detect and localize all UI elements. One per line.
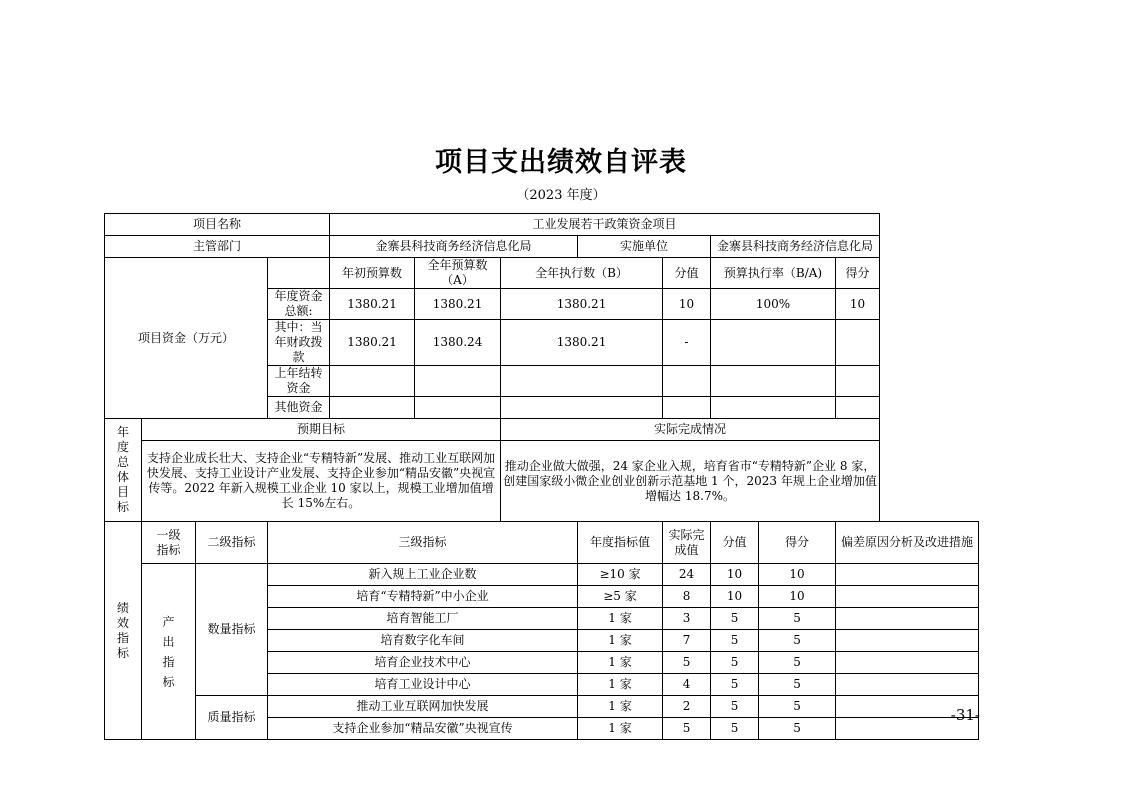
page-subtitle: （2023 年度）	[516, 188, 606, 203]
indicator-actual: 5	[663, 718, 711, 740]
indicator-score: 5	[759, 630, 836, 652]
indicator-score: 10	[759, 586, 836, 608]
impl-label: 实施单位	[578, 236, 711, 258]
evaluation-table	[104, 213, 979, 740]
indicators-header-row	[105, 522, 979, 564]
indicator-name: 培育工业设计中心	[268, 674, 578, 696]
indicator-weight: 5	[711, 718, 759, 740]
indicator-weight: 5	[711, 674, 759, 696]
indicator-weight: 5	[711, 652, 759, 674]
indicator-reason	[836, 652, 979, 674]
level2-quantity: 数量指标	[196, 564, 268, 696]
indicator-actual: 2	[663, 696, 711, 718]
indicators-label-text: 绩效指标	[116, 600, 129, 660]
funds-row-label: 年度资金总额:	[268, 289, 330, 320]
score-header: 得分	[759, 522, 836, 564]
funds-header-rate: 预算执行率（B/A)	[711, 258, 836, 289]
funds-row-init	[330, 397, 415, 419]
dept-value: 金寨县科技商务经济信息化局	[330, 236, 578, 258]
target-header: 年度指标值	[578, 522, 663, 564]
project-name-row	[105, 214, 979, 236]
level1-cell	[142, 564, 196, 740]
funds-label: 项目资金（万元）	[105, 258, 268, 419]
page-number: -31-	[950, 706, 980, 724]
indicator-reason	[836, 564, 979, 586]
level2-quality: 质量指标	[196, 696, 268, 740]
indicator-row	[105, 696, 979, 718]
indicator-actual: 5	[663, 652, 711, 674]
impl-value: 金寨县科技商务经济信息化局	[711, 236, 880, 258]
funds-header-init: 年初预算数	[330, 258, 415, 289]
level2-header: 二级指标	[196, 522, 268, 564]
funds-row-score	[836, 397, 880, 419]
funds-header-weight: 分值	[663, 258, 711, 289]
funds-row-full	[415, 397, 501, 419]
funds-row-score	[836, 320, 880, 366]
indicator-target: ≥10 家	[578, 564, 663, 586]
funds-row-full: 1380.24	[415, 320, 501, 366]
level1-text: 产出指标	[162, 614, 175, 689]
funds-row-exec: 1380.21	[501, 289, 663, 320]
funds-row-exec	[501, 397, 663, 419]
indicator-reason	[836, 586, 979, 608]
indicator-score: 5	[759, 718, 836, 740]
indicator-target: 1 家	[578, 696, 663, 718]
indicator-weight: 5	[711, 696, 759, 718]
funds-row-exec	[501, 366, 663, 397]
page-title: 项目支出绩效自评表	[435, 147, 687, 178]
funds-row-init	[330, 366, 415, 397]
funds-row-score	[836, 366, 880, 397]
funds-row-init: 1380.21	[330, 289, 415, 320]
indicator-weight: 5	[711, 608, 759, 630]
goals-label-text: 年度总体目标	[116, 425, 129, 514]
actual-goal-text: 推动企业做大做强，24 家企业入规，培育省市“专精特新”企业 8 家，创建国家级小微企业创业创新示范基地 1 个，2023 年规上企业增加值增幅达 18.7%。	[501, 441, 880, 522]
indicator-name: 培育数字化车间	[268, 630, 578, 652]
funds-row-init: 1380.21	[330, 320, 415, 366]
funds-row-rate	[711, 366, 836, 397]
indicator-score: 5	[759, 696, 836, 718]
indicator-reason	[836, 608, 979, 630]
goals-label	[105, 419, 142, 522]
indicator-name: 支持企业参加“精品安徽”央视宣传	[268, 718, 578, 740]
indicator-score: 5	[759, 652, 836, 674]
goals-header-row	[105, 419, 979, 441]
funds-row-rate: 100%	[711, 289, 836, 320]
funds-row-label: 上年结转资金	[268, 366, 330, 397]
level1-header-text: 一级指标	[156, 527, 181, 557]
indicator-actual: 4	[663, 674, 711, 696]
indicator-target: 1 家	[578, 652, 663, 674]
funds-row-weight	[663, 397, 711, 419]
expected-goal-label: 预期目标	[142, 419, 501, 441]
actual-header: 实际完成值	[663, 522, 711, 564]
funds-row-full: 1380.21	[415, 289, 501, 320]
indicator-name: 培育企业技术中心	[268, 652, 578, 674]
funds-header-exec: 全年执行数（B）	[501, 258, 663, 289]
indicator-target: 1 家	[578, 630, 663, 652]
funds-header-row	[105, 258, 979, 289]
weight-header: 分值	[711, 522, 759, 564]
goals-content-row	[105, 441, 979, 522]
indicator-score: 5	[759, 608, 836, 630]
indicator-weight: 10	[711, 564, 759, 586]
indicator-reason	[836, 630, 979, 652]
indicators-label	[105, 522, 142, 740]
expected-goal-text: 支持企业成长壮大、支持企业“专精特新”发展、推动工业互联网加快发展、支持工业设计产业发展、支持企业参加“精品安徽”央视宣传等。2022 年新入规模工业企业 10 家以上，规模工业增加值增长 15%左右。	[142, 441, 501, 522]
level3-header: 三级指标	[268, 522, 578, 564]
project-name-label: 项目名称	[105, 214, 330, 236]
funds-row-weight: 10	[663, 289, 711, 320]
indicator-actual: 24	[663, 564, 711, 586]
indicator-name: 新入规上工业企业数	[268, 564, 578, 586]
funds-row-full	[415, 366, 501, 397]
indicator-target: 1 家	[578, 608, 663, 630]
department-row	[105, 236, 979, 258]
reason-header: 偏差原因分析及改进措施	[836, 522, 979, 564]
indicator-row	[105, 564, 979, 586]
funds-header-score: 得分	[836, 258, 880, 289]
indicator-reason	[836, 674, 979, 696]
indicator-actual: 8	[663, 586, 711, 608]
dept-label: 主管部门	[105, 236, 330, 258]
indicator-name: 推动工业互联网加快发展	[268, 696, 578, 718]
funds-row-rate	[711, 397, 836, 419]
actual-goal-label: 实际完成情况	[501, 419, 880, 441]
funds-row-weight	[663, 366, 711, 397]
funds-header-empty	[268, 258, 330, 289]
indicator-weight: 5	[711, 630, 759, 652]
indicator-target: ≥5 家	[578, 586, 663, 608]
funds-row-label: 其他资金	[268, 397, 330, 419]
funds-row-score: 10	[836, 289, 880, 320]
funds-header-full: 全年预算数（A）	[415, 258, 501, 289]
funds-row-label: 其中：当年财政拨款	[268, 320, 330, 366]
project-name-value: 工业发展若干政策资金项目	[330, 214, 880, 236]
indicator-actual: 3	[663, 608, 711, 630]
funds-row-exec: 1380.21	[501, 320, 663, 366]
indicator-score: 10	[759, 564, 836, 586]
indicator-score: 5	[759, 674, 836, 696]
indicator-actual: 7	[663, 630, 711, 652]
indicator-weight: 10	[711, 586, 759, 608]
indicator-target: 1 家	[578, 718, 663, 740]
funds-row-rate	[711, 320, 836, 366]
indicator-name: 培育“专精特新”中小企业	[268, 586, 578, 608]
indicator-target: 1 家	[578, 674, 663, 696]
funds-row-weight: -	[663, 320, 711, 366]
level1-header	[142, 522, 196, 564]
indicator-name: 培育智能工厂	[268, 608, 578, 630]
